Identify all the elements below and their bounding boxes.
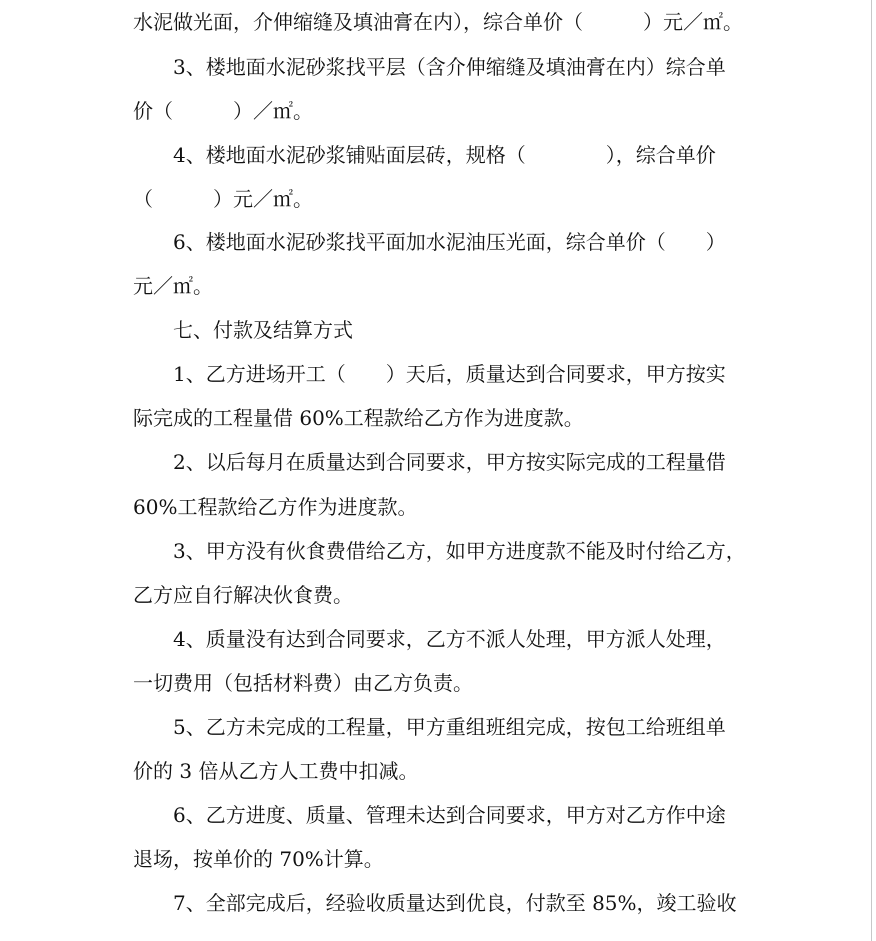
text-line-21: 7、全部完成后，经验收质量达到优良，付款至 85%，竣工验收 (173, 891, 737, 915)
text-line-20: 退场，按单价的 70%计算。 (133, 847, 384, 871)
text-line-15: 4、质量没有达到合同要求，乙方不派人处理，甲方派人处理， (173, 627, 726, 651)
section-heading: 七、付款及结算方式 (173, 318, 353, 342)
text-line-18: 价的 3 倍从乙方人工费中扣减。 (133, 759, 419, 783)
text-line-4: 4、楼地面水泥砂浆铺贴面层砖，规格（ ），综合单价 (173, 143, 716, 167)
text-line-5: （ ）元／㎡。 (133, 187, 313, 211)
text-line-12: 60%工程款给乙方作为进度款。 (133, 495, 418, 519)
page-edge-divider (871, 0, 872, 941)
text-line-10: 际完成的工程量借 60%工程款给乙方作为进度款。 (133, 406, 584, 430)
text-line-11: 2、以后每月在质量达到合同要求，甲方按实际完成的工程量借 (173, 450, 726, 474)
text-line-19: 6、乙方进度、质量、管理未达到合同要求，甲方对乙方作中途 (173, 803, 726, 827)
text-line-9: 1、乙方进场开工（ ）天后，质量达到合同要求，甲方按实 (173, 362, 726, 386)
text-line-1: 水泥做光面，介伸缩缝及填油膏在内），综合单价（ ）元／㎡。 (133, 10, 743, 34)
text-line-6: 6、楼地面水泥砂浆找平面加水泥油压光面，综合单价（ ） (173, 230, 726, 254)
text-line-14: 乙方应自行解决伙食费。 (133, 583, 353, 607)
text-line-3: 价（ ）／㎡。 (133, 99, 313, 123)
text-line-7: 元／㎡。 (133, 274, 213, 298)
text-line-13: 3、甲方没有伙食费借给乙方，如甲方进度款不能及时付给乙方， (173, 539, 746, 563)
text-line-16: 一切费用（包括材料费）由乙方负责。 (133, 671, 473, 695)
text-line-17: 5、乙方未完成的工程量，甲方重组班组完成，按包工给班组单 (173, 715, 726, 739)
text-line-2: 3、楼地面水泥砂浆找平层（含介伸缩缝及填油膏在内）综合单 (173, 55, 726, 79)
